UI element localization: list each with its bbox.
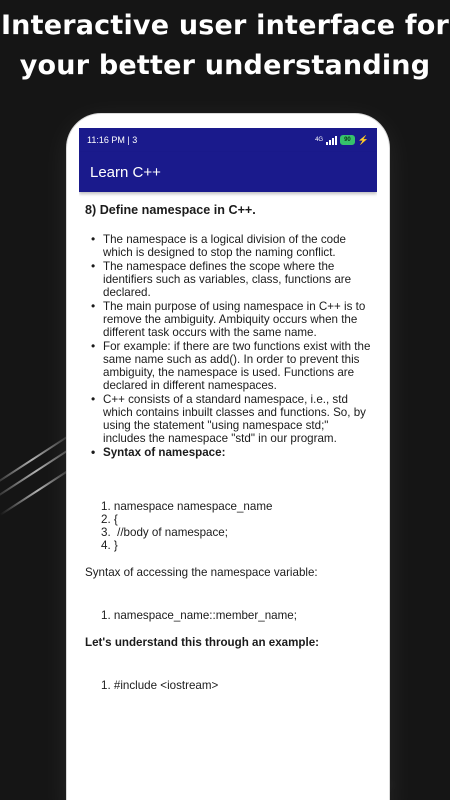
code-line: 3. //body of namespace;: [101, 526, 228, 539]
phone-screen: [79, 128, 377, 800]
phone-frame: [67, 114, 389, 800]
code-line: 1. namespace namespace_name: [101, 500, 273, 513]
bullet-list: [83, 233, 373, 459]
article-content[interactable]: [79, 192, 377, 692]
app-bar: [79, 152, 377, 192]
example-code-block: [83, 679, 373, 692]
access-heading: Syntax of accessing the namespace variable:: [85, 566, 318, 579]
app-title: Learn C++: [90, 163, 161, 181]
question-title: 8) Define namespace in C++.: [85, 203, 256, 217]
background-streak: [0, 432, 74, 488]
list-item: • The namespace is a logical division of the code which is designed to stop the naming conflict.: [103, 233, 373, 259]
status-icons: [315, 135, 369, 146]
code-line: 4. }: [101, 539, 118, 552]
syntax-code-block: [83, 500, 373, 552]
code-line: 1. #include <iostream>: [101, 679, 219, 692]
promo-headline-line1: Interactive user interface for: [0, 10, 450, 41]
promo-headline-line2: your better understanding: [19, 50, 431, 81]
example-heading: Let's understand this through an example:: [85, 636, 320, 649]
syntax-heading: • Syntax of namespace:: [103, 446, 373, 459]
list-item: • The main purpose of using namespace in C++ is to remove the ambiguity. Ambiquity occurs when the different task occurs with the same name.: [103, 300, 373, 339]
code-line: 1. namespace_name::member_name;: [101, 609, 297, 622]
status-time: 11:16 PM | 3: [87, 135, 138, 145]
charging-icon: ⚡: [357, 134, 369, 145]
status-bar: [79, 128, 377, 152]
promo-headline: [0, 6, 450, 86]
list-item: • The namespace defines the scope where the identifiers such as variables, class, functions are declared.: [103, 260, 373, 299]
access-code-block: [83, 609, 373, 622]
list-item: • C++ consists of a standard namespace, i.e., std which contains inbuilt classes and functions. So, by using the statement "using namespace std;" includes the namespace "std" in our program.: [103, 393, 373, 445]
list-item: • For example: if there are two functions exist with the same name such as add(). In order to prevent this ambiguity, the namespace is used. Functions are declared in different namespaces.: [103, 340, 373, 392]
code-line: 2. {: [101, 513, 118, 526]
signal-icon: [326, 136, 337, 145]
battery-icon: 90: [340, 135, 355, 145]
network-type: 4G: [315, 137, 324, 143]
